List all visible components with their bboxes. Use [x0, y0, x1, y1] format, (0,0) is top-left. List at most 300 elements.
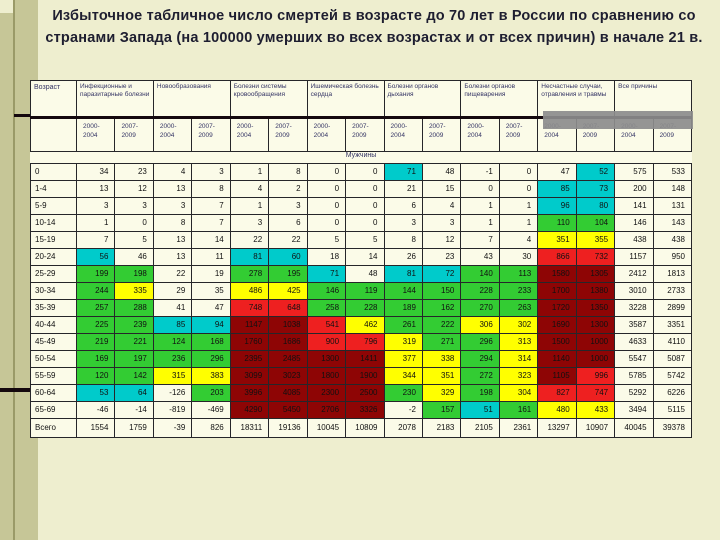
data-cell: 433: [576, 402, 614, 419]
period-header-second: 2007- 2009: [422, 118, 460, 152]
data-cell: 1580: [538, 266, 576, 283]
data-cell: 3: [422, 215, 460, 232]
data-cell: 5: [115, 232, 153, 249]
period-header-second: 2007- 2009: [269, 118, 307, 152]
data-cell: 10045: [307, 419, 345, 438]
data-cell: 1554: [77, 419, 115, 438]
age-header-spacer: [31, 118, 77, 152]
data-cell: 648: [269, 300, 307, 317]
data-cell: 85: [538, 181, 576, 198]
data-cell: 1147: [230, 317, 268, 334]
age-cell: 35-39: [31, 300, 77, 317]
data-cell: 225: [77, 317, 115, 334]
data-cell: 4: [422, 198, 460, 215]
data-cell: 1: [461, 215, 499, 232]
data-cell: 1759: [115, 419, 153, 438]
period-header-second: 2007- 2009: [499, 118, 537, 152]
data-cell: 14: [346, 249, 384, 266]
data-cell: 3: [115, 198, 153, 215]
data-cell: 1: [461, 198, 499, 215]
age-cell: 5-9: [31, 198, 77, 215]
data-cell: 351: [422, 368, 460, 385]
data-cell: 383: [192, 368, 230, 385]
data-cell: 0: [307, 198, 345, 215]
data-cell: 288: [115, 300, 153, 317]
data-cell: 18311: [230, 419, 268, 438]
period-header-second: 2007- 2009: [115, 118, 153, 152]
data-cell: 148: [653, 181, 691, 198]
data-cell: 221: [115, 334, 153, 351]
data-cell: 2899: [653, 300, 691, 317]
data-cell: 0: [346, 181, 384, 198]
data-cell: 438: [653, 232, 691, 249]
age-cell: 1-4: [31, 181, 77, 198]
age-cell: 60-64: [31, 385, 77, 402]
data-cell: 2078: [384, 419, 422, 438]
age-cell: 20-24: [31, 249, 77, 266]
data-cell: 732: [576, 249, 614, 266]
data-cell: -14: [115, 402, 153, 419]
data-cell: 263: [499, 300, 537, 317]
data-cell: 0: [346, 198, 384, 215]
data-cell: 3: [153, 198, 191, 215]
data-cell: 5115: [653, 402, 691, 419]
data-cell: -819: [153, 402, 191, 419]
data-cell: 219: [77, 334, 115, 351]
data-cell: 23: [115, 164, 153, 181]
data-cell: 1000: [576, 351, 614, 368]
data-cell: 144: [384, 283, 422, 300]
period-header-first: 2000- 2004: [307, 118, 345, 152]
data-cell: 0: [346, 164, 384, 181]
table-row: [31, 164, 692, 181]
cause-header-2: Болезни системы кровообращения: [230, 81, 307, 118]
data-cell: 261: [384, 317, 422, 334]
data-cell: 3996: [230, 385, 268, 402]
cause-header-1: Новообразования: [153, 81, 230, 118]
table-row: [31, 334, 692, 351]
data-cell: 1: [77, 215, 115, 232]
data-cell: 1300: [576, 317, 614, 334]
data-cell: 110: [538, 215, 576, 232]
data-cell: 533: [653, 164, 691, 181]
period-header-second: 2009: [653, 118, 691, 152]
data-cell: 146: [615, 215, 653, 232]
data-cell: 12: [422, 232, 460, 249]
data-cell: 4290: [230, 402, 268, 419]
data-cell: 1800: [307, 368, 345, 385]
data-cell: 30: [499, 249, 537, 266]
data-cell: 2361: [499, 419, 537, 438]
cause-header-0: Инфекционные и паразитарные болезни: [77, 81, 154, 118]
data-cell: 5450: [269, 402, 307, 419]
data-cell: 1: [230, 198, 268, 215]
data-cell: 323: [499, 368, 537, 385]
data-cell: 3: [77, 198, 115, 215]
data-cell: 278: [230, 266, 268, 283]
data-cell: 22: [230, 232, 268, 249]
data-cell: 230: [384, 385, 422, 402]
data-cell: 239: [115, 317, 153, 334]
data-cell: 314: [499, 351, 537, 368]
data-cell: 258: [307, 300, 345, 317]
data-cell: 462: [346, 317, 384, 334]
table-row: [31, 385, 692, 402]
data-cell: 6: [269, 215, 307, 232]
data-cell: 866: [538, 249, 576, 266]
data-cell: 0: [461, 181, 499, 198]
data-cell: 1350: [576, 300, 614, 317]
data-cell: 104: [576, 215, 614, 232]
data-cell: -469: [192, 402, 230, 419]
data-cell: 52: [576, 164, 614, 181]
data-cell: 5: [307, 232, 345, 249]
data-cell: 3228: [615, 300, 653, 317]
age-cell: 25-29: [31, 266, 77, 283]
data-cell: 5785: [615, 368, 653, 385]
data-cell: 18: [307, 249, 345, 266]
age-cell: 65-69: [31, 402, 77, 419]
data-cell: 270: [461, 300, 499, 317]
data-cell: 4633: [615, 334, 653, 351]
data-cell: 73: [576, 181, 614, 198]
data-cell: 0: [307, 215, 345, 232]
data-cell: 2485: [269, 351, 307, 368]
men-section-label: Мужчины: [31, 152, 692, 164]
data-cell: 157: [422, 402, 460, 419]
data-cell: 26: [384, 249, 422, 266]
data-cell: 41: [153, 300, 191, 317]
data-cell: 43: [461, 249, 499, 266]
data-cell: 21: [384, 181, 422, 198]
data-cell: 3494: [615, 402, 653, 419]
data-cell: 81: [384, 266, 422, 283]
data-cell: 3010: [615, 283, 653, 300]
data-cell: 1500: [538, 334, 576, 351]
table-row: [31, 181, 692, 198]
data-cell: 53: [77, 385, 115, 402]
data-cell: 22: [269, 232, 307, 249]
period-header-first: 2000- 2004: [230, 118, 268, 152]
table-row: [31, 300, 692, 317]
data-cell: 900: [307, 334, 345, 351]
data-cell: 199: [77, 266, 115, 283]
data-cell: 272: [461, 368, 499, 385]
data-cell: 2395: [230, 351, 268, 368]
data-cell: 1720: [538, 300, 576, 317]
table-wrapper: [30, 80, 692, 438]
age-cell: 40-44: [31, 317, 77, 334]
data-cell: 257: [77, 300, 115, 317]
data-cell: 0: [307, 181, 345, 198]
table-row: [31, 215, 692, 232]
data-cell: 168: [192, 334, 230, 351]
data-cell: 233: [499, 283, 537, 300]
data-cell: 355: [576, 232, 614, 249]
data-cell: 313: [499, 334, 537, 351]
data-cell: 22: [153, 266, 191, 283]
data-cell: 4085: [269, 385, 307, 402]
age-column-header: Возраст: [31, 81, 77, 118]
data-cell: 85: [153, 317, 191, 334]
table-row: [31, 317, 692, 334]
data-cell: 228: [461, 283, 499, 300]
data-cell: 96: [538, 198, 576, 215]
age-cell: 30-34: [31, 283, 77, 300]
data-cell: 141: [615, 198, 653, 215]
cause-header-7: Все причины: [615, 81, 692, 118]
table-row: [31, 249, 692, 266]
data-cell: 3023: [269, 368, 307, 385]
data-cell: 1690: [538, 317, 576, 334]
data-cell: 39378: [653, 419, 691, 438]
data-cell: 2706: [307, 402, 345, 419]
data-cell: 294: [461, 351, 499, 368]
header-thick-line-extension: [14, 114, 31, 117]
data-cell: 46: [115, 249, 153, 266]
data-cell: 3: [384, 215, 422, 232]
period-header-first: 2004: [538, 118, 576, 152]
data-cell: 119: [346, 283, 384, 300]
data-cell: 351: [538, 232, 576, 249]
data-cell: 8: [384, 232, 422, 249]
table-row: [31, 402, 692, 419]
data-cell: 3587: [615, 317, 653, 334]
data-cell: 13: [153, 232, 191, 249]
period-header-first: 2000- 2004: [384, 118, 422, 152]
data-cell: 2412: [615, 266, 653, 283]
cause-header-3: Ишемическая болезнь сердца: [307, 81, 384, 118]
data-cell: 2183: [422, 419, 460, 438]
data-cell: 1686: [269, 334, 307, 351]
data-cell: 72: [422, 266, 460, 283]
period-header-second: 2009: [576, 118, 614, 152]
data-cell: 236: [153, 351, 191, 368]
age-cell: 0: [31, 164, 77, 181]
period-header-second: 2007- 2009: [346, 118, 384, 152]
data-cell: 1760: [230, 334, 268, 351]
data-cell: 40045: [615, 419, 653, 438]
data-cell: 47: [192, 300, 230, 317]
data-cell: 131: [653, 198, 691, 215]
data-cell: 7: [77, 232, 115, 249]
cause-header-4: Болезни органов дыхания: [384, 81, 461, 118]
data-cell: 14: [192, 232, 230, 249]
data-cell: 94: [192, 317, 230, 334]
data-cell: 5087: [653, 351, 691, 368]
data-cell: 1: [230, 164, 268, 181]
data-cell: 198: [461, 385, 499, 402]
data-cell: 1: [499, 215, 537, 232]
data-cell: 228: [346, 300, 384, 317]
data-cell: 124: [153, 334, 191, 351]
data-cell: 13297: [538, 419, 576, 438]
data-cell: 3099: [230, 368, 268, 385]
table-row: [31, 283, 692, 300]
data-cell: 748: [230, 300, 268, 317]
data-cell: 304: [499, 385, 537, 402]
data-cell: 7: [192, 215, 230, 232]
data-cell: 120: [77, 368, 115, 385]
data-cell: 826: [192, 419, 230, 438]
data-cell: 2: [269, 181, 307, 198]
data-cell: 71: [307, 266, 345, 283]
data-cell: 271: [422, 334, 460, 351]
data-cell: 143: [653, 215, 691, 232]
table-row: [31, 266, 692, 283]
age-cell: Всего: [31, 419, 77, 438]
data-cell: 10907: [576, 419, 614, 438]
data-cell: 7: [461, 232, 499, 249]
table-row: [31, 232, 692, 249]
data-cell: 23: [422, 249, 460, 266]
data-cell: 3351: [653, 317, 691, 334]
data-cell: 5: [346, 232, 384, 249]
data-cell: 142: [115, 368, 153, 385]
mortality-table: [30, 80, 692, 438]
data-cell: 140: [461, 266, 499, 283]
data-cell: 302: [499, 317, 537, 334]
data-cell: 113: [499, 266, 537, 283]
data-cell: 162: [422, 300, 460, 317]
data-cell: 796: [346, 334, 384, 351]
data-cell: -2: [384, 402, 422, 419]
data-cell: 48: [346, 266, 384, 283]
data-cell: 1: [499, 198, 537, 215]
data-cell: 2105: [461, 419, 499, 438]
data-cell: 315: [153, 368, 191, 385]
data-cell: -46: [77, 402, 115, 419]
data-cell: 338: [422, 351, 460, 368]
data-cell: 11: [192, 249, 230, 266]
data-cell: 2733: [653, 283, 691, 300]
data-cell: 4: [230, 181, 268, 198]
data-cell: 335: [115, 283, 153, 300]
data-cell: 13: [153, 249, 191, 266]
data-cell: 827: [538, 385, 576, 402]
data-cell: 8: [269, 164, 307, 181]
total-row: [31, 419, 692, 438]
data-cell: 10809: [346, 419, 384, 438]
data-cell: 13: [153, 181, 191, 198]
data-cell: 1000: [576, 334, 614, 351]
slide-title: Избыточное табличное число смертей в возрасте до 70 лет в России по сравнению со странами Запада (на 100000 умерших во всех возрастах и от всех причин) в начале 21 в.: [45, 8, 703, 46]
data-cell: 3: [192, 164, 230, 181]
data-cell: 486: [230, 283, 268, 300]
data-cell: 1157: [615, 249, 653, 266]
data-cell: 3: [230, 215, 268, 232]
period-header-second: 2007- 2009: [192, 118, 230, 152]
data-cell: 438: [615, 232, 653, 249]
data-cell: 13: [77, 181, 115, 198]
data-cell: 15: [422, 181, 460, 198]
data-cell: 541: [307, 317, 345, 334]
data-cell: 0: [115, 215, 153, 232]
data-cell: 1900: [346, 368, 384, 385]
data-cell: 4110: [653, 334, 691, 351]
data-cell: 950: [653, 249, 691, 266]
data-cell: 7: [192, 198, 230, 215]
period-header-first: 2000- 2004: [77, 118, 115, 152]
data-cell: 4: [499, 232, 537, 249]
data-cell: 377: [384, 351, 422, 368]
data-cell: 48: [422, 164, 460, 181]
data-cell: 200: [615, 181, 653, 198]
data-cell: 747: [576, 385, 614, 402]
data-cell: 1300: [307, 351, 345, 368]
table-row: [31, 368, 692, 385]
data-cell: 480: [538, 402, 576, 419]
data-cell: 296: [461, 334, 499, 351]
data-cell: 296: [192, 351, 230, 368]
left-stripe-divider: [13, 0, 15, 540]
table-row: [31, 351, 692, 368]
data-cell: 2500: [346, 385, 384, 402]
data-cell: 8: [153, 215, 191, 232]
data-cell: 5742: [653, 368, 691, 385]
gray-highlight-band: [543, 111, 693, 129]
data-cell: 150: [422, 283, 460, 300]
data-cell: 0: [499, 164, 537, 181]
data-cell: 8: [192, 181, 230, 198]
data-cell: 3: [269, 198, 307, 215]
cause-header-6: Несчастные случаи, отравления и травмы: [538, 81, 615, 118]
data-cell: 195: [269, 266, 307, 283]
data-cell: 6226: [653, 385, 691, 402]
age-cell: 15-19: [31, 232, 77, 249]
data-cell: 60: [269, 249, 307, 266]
data-cell: 19136: [269, 419, 307, 438]
data-cell: 425: [269, 283, 307, 300]
data-cell: 64: [115, 385, 153, 402]
data-cell: 1813: [653, 266, 691, 283]
age-cell: 50-54: [31, 351, 77, 368]
data-cell: 0: [499, 181, 537, 198]
period-header-first: 2000- 2004: [461, 118, 499, 152]
period-header-first: 2000- 2004: [153, 118, 191, 152]
data-cell: 203: [192, 385, 230, 402]
data-cell: -1: [461, 164, 499, 181]
data-cell: 306: [461, 317, 499, 334]
data-cell: 244: [77, 283, 115, 300]
data-cell: 4: [153, 164, 191, 181]
age-cell: 10-14: [31, 215, 77, 232]
data-cell: 3326: [346, 402, 384, 419]
data-cell: 71: [384, 164, 422, 181]
data-cell: 1038: [269, 317, 307, 334]
data-cell: 189: [384, 300, 422, 317]
data-cell: 0: [307, 164, 345, 181]
data-cell: 1305: [576, 266, 614, 283]
data-cell: -126: [153, 385, 191, 402]
data-cell: 329: [422, 385, 460, 402]
data-cell: 222: [422, 317, 460, 334]
data-cell: 1700: [538, 283, 576, 300]
data-cell: 1380: [576, 283, 614, 300]
data-cell: 319: [384, 334, 422, 351]
period-header-first: 2004: [615, 118, 653, 152]
data-cell: 5292: [615, 385, 653, 402]
data-cell: 81: [230, 249, 268, 266]
data-cell: 34: [77, 164, 115, 181]
data-cell: 80: [576, 198, 614, 215]
data-cell: 575: [615, 164, 653, 181]
data-cell: 161: [499, 402, 537, 419]
data-cell: 35: [192, 283, 230, 300]
data-cell: 996: [576, 368, 614, 385]
age-cell: 55-59: [31, 368, 77, 385]
data-cell: 0: [346, 215, 384, 232]
